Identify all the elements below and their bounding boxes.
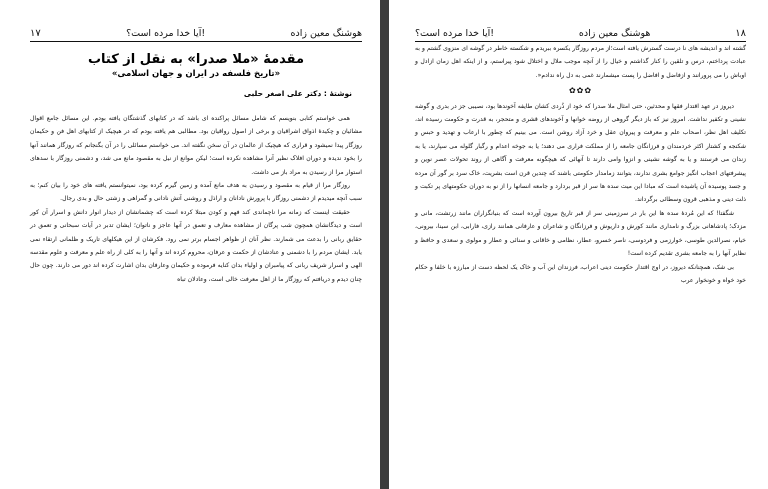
- left-paragraph: همی خواستم کتابی بنویسم که شامل مسائل پراکنده ای باشد که در کتابهای گذشتگان یافته بودم. این مسائل جامع اقوال مشائیان و چکیدهٔ اذواق اشراقیان و برخی از اصول رواقیان بود. مطالبی هم یافته بودم که در هیچیک از کتابهای اهل فن و حکیمان روزگار پیدا نمیشود و قراری که هیچیک از عالمان در آن سخن نگفته اند. می خواستم مسائلی را در آن بگنجانم که روزگار همانند آنها را بخود ندیده و دوران افلاک نظیر آنرا مشاهده نکرده است؛ لیکن موانع از نیل به مقصود مانع می شد، و دشمنی روزگار با سدهای استوار مرا از رسیدن به مراد باز می داشت.: [30, 115, 362, 176]
- left-book-title: آیا خدا مرده است؟!: [126, 28, 206, 39]
- page-gutter: [380, 0, 389, 489]
- right-page-number: ۱۸: [735, 28, 746, 39]
- section-separator: ✿✿✿: [568, 86, 593, 96]
- article-subtitle: «تاریخ فلسفه در ایران و جهان اسلامی»: [111, 69, 281, 79]
- byline: نوشتهٔ : دکتر علی اصغر حلبی: [243, 89, 352, 98]
- right-body: [415, 42, 746, 287]
- right-paragraph: بی شک، همچنانکه دیروز، در اوج اقتدار حکومت دینی اعراب، فرزندان این آب و خاک یک لحظه دست از مبارزه با خلفا و حکام خود خواه و خونخوار عرب: [415, 263, 746, 284]
- right-book-title: آیا خدا مرده است؟!: [415, 28, 495, 39]
- right-page: [389, 0, 768, 489]
- left-body: [30, 112, 362, 286]
- left-author: هوشنگ معین زاده: [290, 28, 362, 39]
- right-paragraph: دیروز در عهد اقتدار فقها و محدثین، حتی امثال ملا صدرا که خود از ذُردی کشان طایفه آخوندها بود، نصیبی جز در بدری و گوشه نشینی و تکفیر نداشت. امروز نیز که باز دیگر گروهی از روضه خوانها و آخوندهای قشری و متحجر، به قدرت و حکومت رسیده اند، تکلیف اهل نظر، اصحاب علم و معرفت و پیروان عقل و خرد آزاد روشن است. می بینیم که چطور با ارعاب و تهدید و حبس و شکنجه و کشتار اکثر خردمندان و فرزانگان جامعه را از مملکت فراری می دهند؛ یا به جوخه اعدام و رگبار گلوله می سپارند، یا به زندان می فرستند و یا به گوشه نشینی و انزوا وامی دارند تا آنهائی که هیچگونه معرفت و آگاهی از روند تحولات عصر نوین و پیشرفتهای اعجاب انگیز جوامع بشری ندارند، بتوانند زمامدار حکومتی باشند که چندین قرن است بشریت، خاک سرد بر گور آن مرده و جسد پوسیده آن پاشیده است که مبادا این میت سده ها سر از قبر بردارد و جامعه انسانها را از نو به دوران حکومتهای پر تکبت و ذلت دینی و مذهبی قرون وسطائی برگرداند.: [415, 102, 746, 204]
- left-page-number: ۱۷: [30, 28, 41, 39]
- left-paragraph: حقیقت اینست که زمانه مرا ناچماندی کند فهم و کودن مبتلا کرده است که چشمانشان از دیدار انوار دانش و اسرار آن کور است و دیدگانشان همچون شب پرگان از مشاهده معارف و تعمق در آنها عاجز و ناتوان‌؛ ایشان تدبر در آیات سبحانی و تعمق در حقایق ربانی را بدعت می شمارند. نظر آنان از ظواهر اجسام برتر نمی رود. فکرشان از این هیکلهای تاریک و ظلمانی ارتقاء نمی یابد. ایشان مردم را با دشمنی و عنادشان از حکمت و عرفان، محروم کرده اند و آنها را به کلی از راه علم و معرفت و علوم مقدسه الهی و اسرار شریف ربانی که پیامبران و اولیاء بدان کنایه فرموده و حکیمان وعارفان بدان اشارت کرده اند دور می دارند. چون حال چنان دیدم و دریافتم که روزگار ما از اهل معرفت خالی است، وعادلان تباه: [30, 208, 362, 283]
- right-paragraph: گشته اند و اندیشه های نا درست گسترش یافته است؛از مردم روزگار یکسره ببریدم و شکسته خاطر در گوشه ای منزوی گشتم و به عبادت پرداختم، درس و تلقین را کنار گذاشتم و خیال را از آنچه موجب ملال و اختلال شود پیراستم، و از اینکه اهل زمان ازادل و اوباش را می پرورانند و ازفاضل و افاضل را پست میشمارند غمی به دل راه ندادم«.: [415, 45, 746, 79]
- right-author: هوشنگ معین زاده: [578, 28, 651, 39]
- right-paragraph: شگفتا! که این مُردهٔ سده ها این بار در سرزمینی سر از قبر تاریخ بیرون آورده است که بنیانگزاران مانند زرتشت، مانی و مزدک؛ پادشاهانی بزرگ و نامداری مانند کورش و داریوش و فرزانگان و شاعران و عارفانی همانند رازی، فارابی، ابن سینا، بیرونی، خیام، نصرالدین طوسی، خوارزمی و فردوسی، ناصر خسرو، عطار، نظامی و خاقانی و سنائی و عطار و مولوی و سعدی و حافظ و نظایر آنها را به جامعه بشری تقدیم کرده است!: [415, 209, 746, 258]
- right-running-head: [415, 28, 746, 42]
- left-paragraph: روزگار مرا از قیام به مقصود و رسیدن به هدف مانع آمده و زمین گیرم کرده بود، نمیتوانستم یافته های خود را بیان کنم؛ به سبب آنچه میدیدم از دشمنی روزگار با پرورش نادانان و اراذل و روشنی آتش نادانی و گمراهی و زشتی حال و بدی رجال.: [30, 182, 362, 203]
- article-title: مقدمهٔ «ملا صدرا» به نقل از کتاب: [87, 52, 305, 67]
- left-running-head: [30, 28, 362, 42]
- left-page: [0, 0, 380, 489]
